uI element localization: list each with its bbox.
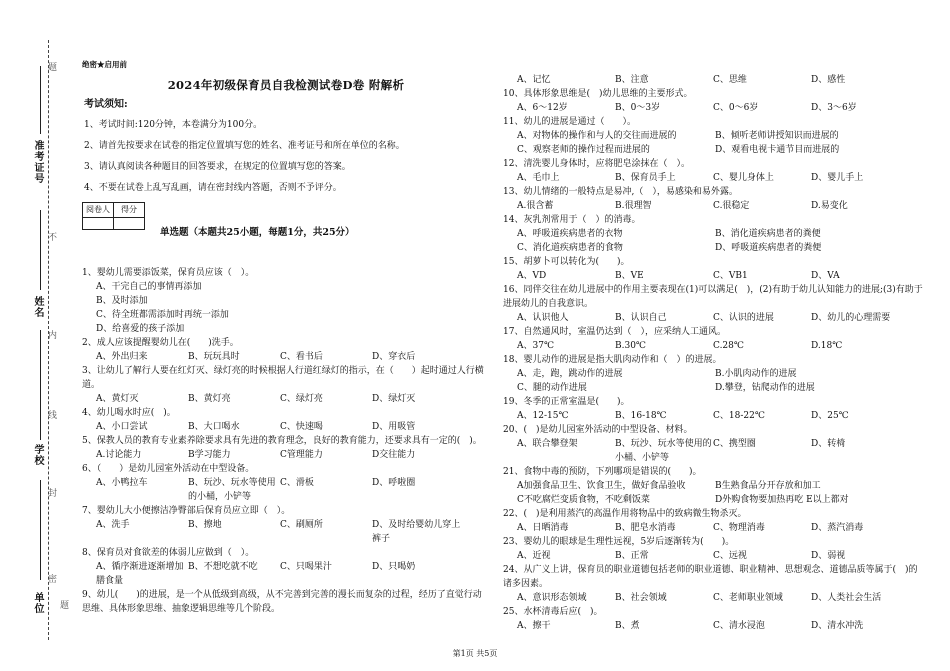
answer-option[interactable]: D交往能力 [372,450,416,460]
answer-option-row [82,350,490,364]
answer-option[interactable]: B、煮 [615,621,640,631]
left-question-list [82,266,490,616]
answer-option[interactable]: D、观看电视卡通节目而进展的 [715,145,840,155]
question-text: 4、幼儿喝水时应( )。 [82,408,176,418]
admission-number-label: 准考证号 [32,140,43,184]
answer-option[interactable]: C、刷厕所 [280,520,323,530]
question [503,213,923,255]
question [503,325,923,353]
question [503,395,923,423]
seal-line [48,40,49,640]
question [503,255,923,283]
question-text: 20、( )是幼儿园室外活动的中型设备、材料。 [503,425,693,435]
answer-option[interactable]: A、联合攀登架 [517,439,578,449]
answer-option[interactable]: D、及时给婴幼儿穿上裤子 [372,520,461,544]
answer-option-row [503,339,923,353]
answer-option[interactable]: B、大口喝水 [188,422,240,432]
answer-option[interactable]: B、社会领域 [615,593,667,603]
answer-option[interactable]: B、玩沙、玩水等使用的小桶、小铲等 [615,439,712,463]
answer-option[interactable]: A、6～12岁 [517,103,568,113]
answer-option-row [82,560,490,588]
answer-option[interactable]: A加强食品卫生、饮食卫生，做好食品验收 [517,481,686,491]
question-text: 18、婴儿动作的进展是指大肌肉动作和（ ）的进展。 [503,355,722,365]
answer-option[interactable]: A、意识形态领域 [517,593,587,603]
question-text: 2、成人应该提醒婴幼儿在( )洗手。 [82,338,239,348]
answer-option-row [503,143,923,157]
page-footer: 第1页 共5页 [452,649,498,658]
answer-option[interactable]: D、蒸汽消毒 [811,523,864,533]
answer-option[interactable]: B、VE [615,271,644,281]
score-header: 得分 [114,203,145,218]
question [82,266,490,336]
question-text: 14、灰乳剂常用于（ ）的消毒。 [503,215,641,225]
answer-option[interactable]: B.30℃ [615,341,646,351]
answer-option-row [503,227,923,241]
school-label: 学校 [32,444,43,466]
question [82,336,490,364]
answer-option[interactable]: A、小鸭拉车 [96,478,148,488]
answer-option[interactable]: A、循序渐进逐渐增加膳食量 [96,562,184,586]
answer-option[interactable]: C、VB1 [713,271,748,281]
answer-option[interactable]: D、穿衣后 [372,352,416,362]
margin-mark: 题 [46,62,56,71]
answer-option[interactable]: C.28℃ [713,341,744,351]
question-text: 24、从广义上讲，保育员的职业道德包括老师的职业道德、职业精神、思想观念、道德品质等属于( )的诸多因素。 [503,565,918,589]
name-label: 姓名 [32,296,43,318]
answer-option[interactable]: B、黄灯亮 [188,394,231,404]
answer-option[interactable]: C、观察老师的操作过程而进展的 [517,145,650,155]
answer-option[interactable]: B、玩玩具时 [188,352,240,362]
notice-heading: 考试须知: [84,99,128,110]
answer-option[interactable]: A、走，跑，跳动作的进展 [517,369,623,379]
question [503,423,923,465]
question [503,283,923,325]
answer-option[interactable]: C、远视 [713,551,747,561]
answer-option[interactable]: D、婴儿手上 [811,173,864,183]
margin-mark: 内 [46,330,56,339]
answer-option[interactable]: C、0～6岁 [713,103,759,113]
question-text: 23、婴幼儿的眼球是生理性远视，5岁后逐渐转为( )。 [503,537,735,547]
answer-option-row [82,448,490,462]
answer-option[interactable]: C、认识的进展 [713,313,774,323]
question [82,588,490,616]
answer-option[interactable]: A、小口尝试 [96,422,148,432]
answer-option[interactable]: B、正常 [615,551,649,561]
answer-option[interactable]: D、只喝奶 [372,562,416,572]
question-text: 16、同伴交往在幼儿进展中的作用主要表现在(1)可以满足( )，(2)有助于幼儿认知能力的进展;(3)有助于进展幼儿的自我意识。 [503,285,923,309]
grader-cell[interactable] [83,218,114,230]
question-text: 19、冬季的正常室温是( )。 [503,397,630,407]
answer-option[interactable]: A、认识他人 [517,313,569,323]
question-text: 21、食物中毒的预防，下列哪项是错误的( )。 [503,467,702,477]
notice-item: 1、考试时间:120分钟，本卷满分为100分。 [84,120,263,130]
answer-option[interactable]: A、近视 [517,551,551,561]
margin-mark: 线 [46,410,56,419]
question [503,563,923,605]
question-text: 17、自然通风时，室温仍达到（ ），应采纳人工通风。 [503,327,726,337]
answer-option-row [503,269,923,283]
answer-option[interactable]: D、幼儿的心理需要 [811,313,891,323]
answer-option[interactable]: B、16-18℃ [615,411,667,421]
answer-option[interactable]: A、VD [517,271,547,281]
answer-option[interactable]: D、用吸管 [372,422,416,432]
question-text: 11、幼儿的进展是通过（ ）。 [503,117,636,127]
right-question-list [503,73,923,633]
question-text: 6、（ ）是幼儿园室外活动在中型设备。 [82,464,255,474]
question [503,185,923,213]
notice-item: 2、请首先按要求在试卷的指定位置填写您的姓名、准考证号和所在单位的名称。 [84,141,405,151]
answer-option-row [503,493,923,507]
answer-option-row [503,381,923,395]
answer-option-row [503,311,923,325]
question-text: 13、幼儿情绪的一般特点是易冲,（ ），易感染和易外露。 [503,187,738,197]
answer-option[interactable]: D、给喜爱的孩子添加 [96,324,185,334]
question [503,157,923,185]
right-column [503,73,923,633]
answer-option[interactable]: C、看书后 [280,352,323,362]
answer-option[interactable]: C、携型圈 [713,439,756,449]
question-text: 10、具体形象思维是( )幼儿思维的主要形式。 [503,89,693,99]
answer-option[interactable]: A、黄灯灭 [96,394,139,404]
answer-option-row [503,241,923,255]
section-title: 单选题（本题共25小题，每题1分，共25分） [160,227,355,238]
answer-option[interactable]: A、毛巾上 [517,173,560,183]
answer-option[interactable]: B、保育员手上 [615,173,676,183]
answer-option[interactable]: D.18℃ [811,341,843,351]
answer-option-row [503,479,923,493]
answer-option[interactable]: C、快速喝 [280,422,323,432]
answer-option[interactable]: B、认识自己 [615,313,667,323]
answer-option[interactable]: A、擦干 [517,621,551,631]
answer-option-row [503,409,923,423]
answer-option[interactable]: A、外出归来 [96,352,148,362]
grader-header: 阅卷人 [83,203,114,218]
question [503,535,923,563]
answer-option[interactable]: C、消化道疾病患者的食物 [517,243,623,253]
answer-option[interactable]: C、滑板 [280,478,314,488]
question-text: 12、清洗婴儿身体时，应将肥皂涂抹在（ ）。 [503,159,690,169]
answer-option[interactable]: C、只喝果汁 [280,562,332,572]
margin-mark: 封 [46,488,56,497]
notice-item: 4、不要在试卷上乱写乱画，请在密封线内答题，否则不予评分。 [84,183,342,193]
question [82,406,490,434]
answer-option[interactable]: D、清水冲洗 [811,621,864,631]
answer-option[interactable]: C、18-22℃ [713,411,765,421]
answer-option[interactable]: D、25℃ [811,411,849,421]
answer-option[interactable]: B.很理智 [615,201,652,211]
question-text: 22、( )是利用蒸汽的高温作用将物品中的致病微生物杀灭。 [503,509,747,519]
question-text: 25、水杯清毒后应( )。 [503,607,603,617]
answer-option[interactable]: D、绿灯灭 [372,394,416,404]
page-title: 2024年初级保育员自我检测试卷D卷 附解析 [167,78,405,92]
answer-option-row [503,73,923,87]
answer-option[interactable]: D.攀登，钻爬动作的进展 [715,383,815,393]
answer-option-row [82,420,490,434]
answer-option[interactable]: B、0～3岁 [615,103,661,113]
answer-option[interactable]: B、消化道疾病患者的粪便 [715,229,821,239]
question [503,605,923,633]
unit-label: 单位 [32,592,43,614]
answer-option-row [503,437,923,465]
field-line [40,210,41,290]
answer-option[interactable]: B、玩沙、玩水等使用的小桶，小铲等 [188,478,276,502]
answer-option-row [82,392,490,406]
answer-option[interactable]: B、肥皂水消毒 [615,523,676,533]
answer-option[interactable]: D、弱视 [811,551,846,561]
question [82,462,490,504]
answer-option[interactable]: C、清水浸泡 [713,621,765,631]
answer-option[interactable]: B、擦地 [188,520,222,530]
answer-option[interactable]: C、婴儿身体上 [713,173,774,183]
question [503,507,923,535]
answer-option[interactable]: C不吃腐烂变质食物，不吃剩饭菜 [517,495,650,505]
margin-mark: 题 [58,600,68,609]
answer-option[interactable]: B.小肌肉动作的进展 [715,369,797,379]
answer-option[interactable]: A、呼吸道疾病患者的衣物 [517,229,623,239]
answer-option-row [82,518,490,546]
question-text: 5、保教人员的教育专业素养除要求具有先进的教育理念，良好的教育能力，还要求具有一定的( )。 [82,436,482,446]
question [503,87,923,115]
question-text: 9、幼儿( )的进展，是一个从低级到高级，从不完善到完善的漫长而复杂的过程，经历了直觉行动思维、具体形象思维、抽象逻辑思维等几个阶段。 [82,590,482,614]
answer-option[interactable]: D外购食物要加热再吃 E以上都对 [715,495,849,505]
answer-option[interactable]: C、老师职业领域 [713,593,783,603]
answer-option[interactable]: B、倾听老师讲授知识而进展的 [715,131,839,141]
answer-option-row [503,591,923,605]
field-line [40,480,41,580]
answer-option[interactable]: A、日晒消毒 [517,523,569,533]
answer-option[interactable]: D、呼啦圈 [372,478,416,488]
answer-option[interactable]: A、12-15℃ [517,411,569,421]
answer-option-row [503,521,923,535]
answer-option[interactable]: B、及时添加 [96,296,148,306]
answer-option[interactable]: A、37℃ [517,341,555,351]
answer-option[interactable]: C、物理消毒 [713,523,765,533]
question [82,504,490,546]
answer-option[interactable]: A、对物体的操作和与人的交往而进展的 [517,131,677,141]
answer-option[interactable]: A、洗手 [96,520,130,530]
answer-option[interactable]: C、思维 [713,75,747,85]
answer-option[interactable]: D、转椅 [811,439,846,449]
question [82,546,490,588]
answer-option[interactable]: D、3～6岁 [811,103,857,113]
answer-option[interactable]: D、人类社会生活 [811,593,882,603]
answer-option[interactable]: B、注意 [615,75,649,85]
field-line [40,330,41,440]
question [503,353,923,395]
question [503,115,923,157]
question [82,434,490,462]
answer-option[interactable]: B生熟食品分开存放和加工 [715,481,821,491]
answer-option[interactable]: C管理能力 [280,450,323,460]
answer-option[interactable]: D.易变化 [811,201,848,211]
answer-option[interactable]: A.很含蓄 [517,201,554,211]
field-line [40,66,41,134]
margin-mark: 密 [46,574,56,583]
answer-option[interactable]: A、记忆 [517,75,551,85]
secret-mark: 绝密★启用前 [82,60,127,69]
left-column [82,58,490,616]
answer-option-row [503,199,923,213]
question-text: 8、保育员对食欲差的体弱儿应做到（ ）。 [82,548,255,558]
answer-option-row [503,171,923,185]
answer-option[interactable]: C、待全班都需添加时再统一添加 [96,310,229,320]
answer-option[interactable]: D、感性 [811,75,846,85]
question-text: 7、婴幼儿大小便擦洁净臀部后保育员应立即（ ）。 [82,506,291,516]
question-text: 15、胡萝卜可以转化为( )。 [503,257,630,267]
answer-option-row [503,129,923,143]
score-table [82,202,145,230]
answer-option[interactable]: A.讨论能力 [96,450,142,460]
answer-option[interactable]: C、腿的动作进展 [517,383,587,393]
answer-option-row [503,101,923,115]
answer-option[interactable]: C、绿灯亮 [280,394,323,404]
answer-option[interactable]: C.很稳定 [713,201,750,211]
answer-option[interactable]: B学习能力 [188,450,231,460]
question [82,364,490,406]
question-text: 1、婴幼儿需要添饭菜，保育员应该（ ）。 [82,268,255,278]
binding-margin [0,0,72,671]
answer-option-row [503,619,923,633]
margin-mark: 不 [46,232,56,241]
answer-option[interactable]: D、呼吸道疾病患者的粪便 [715,243,822,253]
question-text: 3、让幼儿了解行人要在红灯灭、绿灯亮的时候根据人行道红绿灯的指示，在（ ）起时通过人行横道。 [82,366,484,390]
question [503,465,923,507]
score-cell[interactable] [114,218,145,230]
answer-option[interactable]: A、干完自己的事情再添加 [96,282,202,292]
answer-option-row [503,367,923,381]
answer-option[interactable]: B、不想吃就不吃 [188,562,258,572]
notice-item: 3、请认真阅读各种题目的回答要求，在规定的位置填写您的答案。 [84,162,351,172]
answer-option[interactable]: D、VA [811,271,840,281]
question [503,73,923,87]
answer-option-row [503,549,923,563]
answer-option-row [82,476,490,504]
